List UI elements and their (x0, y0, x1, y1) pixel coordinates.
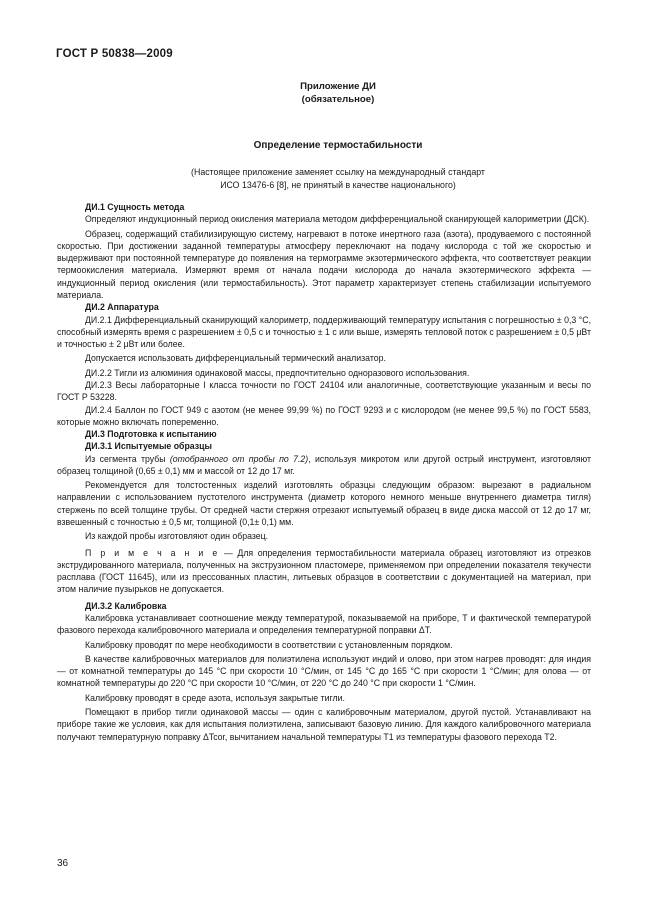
paragraph: ДИ.2.3 Весы лабораторные I класса точности по ГОСТ 24104 или аналогичные, соответствующие указанным и весы по ГОСТ Р 53228. (57, 379, 591, 403)
page-number: 36 (57, 858, 69, 869)
note-paragraph (57, 547, 591, 596)
paragraph: ДИ.2.2 Тигли из алюминия одинаковой массы, предпочтительно одноразового использования. (85, 367, 470, 378)
intro-note (0, 166, 646, 191)
paragraph: В качестве калибровочных материалов для полиэтилена используют индий и олово, при этом нагрев проводят: для индия — от комнатной температуры до 145 °С при скорости 10 °С/мин, от 145 °С до 165 °С при скорости 1 °С/мин; для олова — от комнатной температуры до 220 °С при скорости 10 °С/мин, от 220 °С до 240 °С при скорости 1 °С/мин. (57, 653, 591, 689)
paragraph: Калибровку проводят по мере необходимости в соответствии с установленным порядком. (85, 639, 453, 650)
paragraph: Калибровку проводят в среде азота, используя закрытые тигли. (85, 692, 345, 703)
section-heading: ДИ.1 Сущность метода (85, 202, 185, 212)
note-label: П р и м е ч а н и е (85, 547, 220, 558)
paragraph: Определяют индукционный период окисления материала методом дифференциальной сканирующей калориметрии (ДСК). (85, 214, 590, 225)
paragraph: ДИ.2.1 Дифференциальный сканирующий калориметр, поддерживающий температуру испытания с погрешностью ± 0,3 °С, способный измерять время с разрешением ± 0,5 с и точностью ± 1 с или выше, измерять тепловой поток с разрешением ± 0,5 μВт и точностью ± 2 μВт или более. (57, 314, 591, 350)
text-run: , используя микротом или другой острый инструмент, изготовляют образец толщиной (0,65 ± 0,1) мм и массой от 12 до 17 мг. (57, 453, 591, 476)
section-heading: ДИ.2 Аппаратура (85, 302, 159, 313)
doc-code: ГОСТ Р 50838—2009 (56, 48, 173, 60)
section-heading: ДИ.3.2 Калибровка (85, 600, 167, 611)
paragraph: Из каждой пробы изготовляют один образец. (85, 531, 269, 542)
intro-line-1: (Настоящее приложение заменяет ссылку на международный стандарт (191, 167, 485, 177)
annex-title: Приложение ДИ (300, 81, 376, 92)
section-heading: ДИ.3.1 Испытуемые образцы (85, 441, 212, 452)
paragraph: Помещают в прибор тигли одинаковой массы — один с калибровочным материалом, другой пустой. Устанавливают на приборе такие же условия, как для испытания полиэтилена, записывают базовую линию. Для каждого калибровочного материала получают температурную поправку ΔTcor, вычитанием начальной температуры T1 из температуры фазового перехода T2. (57, 706, 591, 742)
annex-status: (обязательное) (301, 94, 375, 105)
document-body (57, 201, 591, 743)
section-heading: ДИ.3 Подготовка к испытанию (85, 429, 217, 440)
paragraph: Допускается использовать дифференциальный термический анализатор. (85, 353, 386, 364)
paragraph: Рекомендуется для толстостенных изделий изготовлять образцы следующим образом: вырезают в радиальном направлении с использованием пустотелого инструмента (диаметр которого немного меньше внутреннего диаметра тигля) стержень по всей толщине трубы. От средней части стержня отрезают испытуемый образец в виде диска массой от 12 до 17 мг, взвешенный с точностью ± 0,5 мг, толщиной (0,1± 0,1) мм. (57, 480, 591, 528)
paragraph: Калибровка устанавливает соотношение между температурой, показываемой на приборе, T и фактической температурой фазового перехода калибровочного материала и определения температурной поправки ΔT. (57, 613, 591, 636)
annex-heading (0, 80, 646, 106)
text-run: Из сегмента трубы (85, 453, 170, 464)
intro-line-2: ИСО 13476-6 [8], не принятый в качестве национального) (220, 179, 456, 190)
paragraph: ДИ.2.4 Баллон по ГОСТ 949 с азотом (не менее 99,99 %) по ГОСТ 9293 и с кислородом (не менее 99,5 %) по ГОСТ 5583, которые можно включать попеременно. (57, 404, 591, 427)
page-title: Определение термостабильности (253, 140, 423, 151)
text-run: — Для определения термостабильности материала образец изготовляют из отрезков экструдированного материала, полученных на экструзионном пластомере, применяемом при определении показателя текучести расплава (ГОСТ 11645), или из прессованных пластин, литьевых образцов в соответствии с документацией на материал, при этом наличие пузырьков не допускается. (57, 547, 591, 595)
paragraph: Образец, содержащий стабилизирующую систему, нагревают в потоке инертного газа (азота), продуваемого с постоянной скоростью. При достижении заданной температуры атмосферу переключают на подачу кислорода с той же скоростью и выдерживают при постоянной температуре до появления на термограмме экзотермического эффекта, что соответствует реакции термоокисления материала. Измеряют время от начала подачи кислорода до начала экзотермического эффекта — индукционный период окисления (или термостабильность). Этот параметр характеризует степень стабилизации испытуемого материала. (57, 228, 591, 300)
paragraph (57, 453, 591, 478)
italic-text: (отобранного от пробы по 7.2) (169, 453, 309, 464)
